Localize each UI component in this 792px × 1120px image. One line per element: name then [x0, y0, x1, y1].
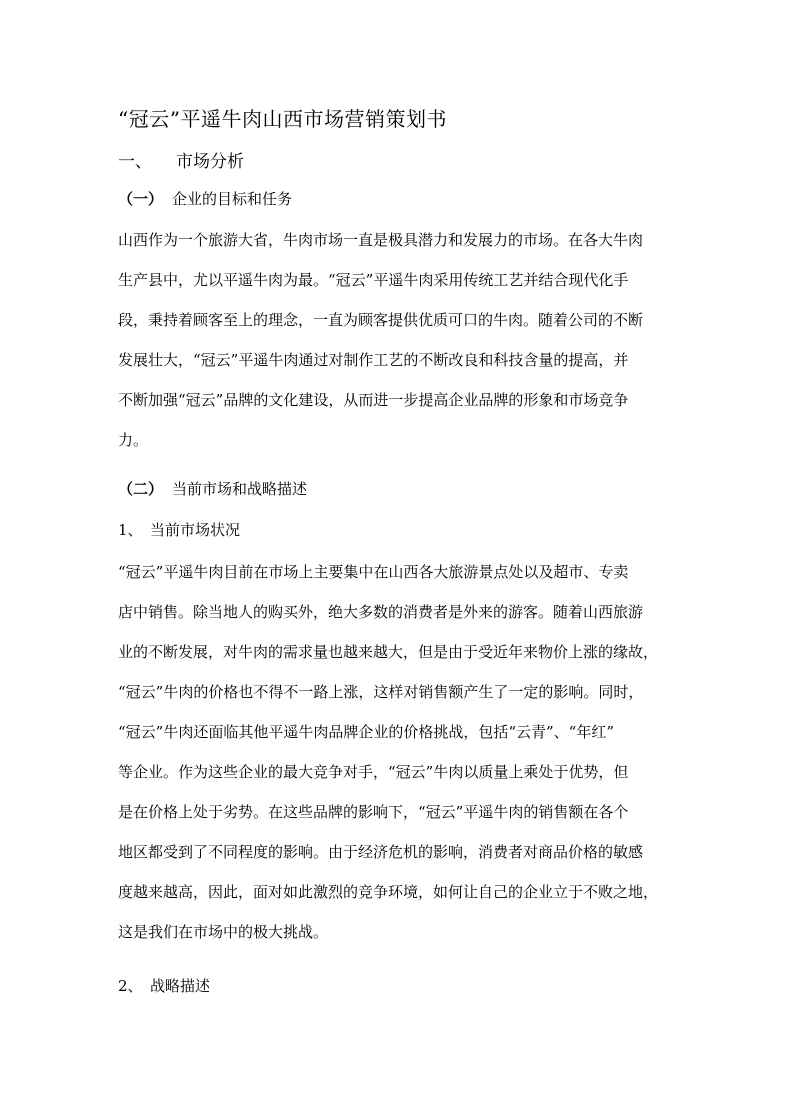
subsection-number: （一） — [118, 190, 164, 208]
paragraph-line: 生产县中，尤以平遥牛肉为最。“冠云”平遥牛肉采用传统工艺并结合现代化手 — [118, 271, 629, 289]
item-number: 2、 — [118, 977, 143, 995]
subsection-label: 当前市场和战略描述 — [172, 480, 308, 498]
item-number: 1、 — [118, 521, 143, 539]
paragraph-line: 店中销售。除当地人的购买外，绝大多数的消费者是外来的游客。随着山西旅游 — [118, 603, 644, 621]
section-label: 市场分析 — [176, 152, 244, 172]
subsection-label: 企业的目标和任务 — [172, 190, 293, 208]
paragraph-line: 地区都受到了不同程度的影响。由于经济危机的影响，消费者对商品价格的敏感 — [118, 843, 644, 861]
paragraph-line: 力。 — [118, 431, 149, 449]
subsection-number: （二） — [118, 480, 164, 498]
paragraph-line: 不断加强“冠云”品牌的文化建设，从而进一步提高企业品牌的形象和市场竞争 — [118, 391, 629, 409]
paragraph-current-market — [118, 562, 680, 962]
item-label: 当前市场状况 — [150, 521, 241, 539]
paragraph-line: 山西作为一个旅游大省，牛肉市场一直是极具潜力和发展力的市场。在各大牛肉 — [118, 231, 644, 249]
paragraph-line: 这是我们在市场中的极大挑战。 — [118, 923, 329, 941]
paragraph-line: 段，秉持着顾客至上的理念，一直为顾客提供优质可口的牛肉。随着公司的不断 — [118, 311, 644, 329]
paragraph-line: 度越来越高，因此，面对如此激烈的竞争环境，如何让自己的企业立于不败之地， — [118, 883, 659, 901]
item-heading-strategy — [118, 975, 210, 996]
item-label: 战略描述 — [150, 977, 211, 995]
subsection-heading-market-strategy — [118, 478, 307, 499]
subsection-heading-goals — [118, 188, 292, 209]
paragraph-line: 业的不断发展，对牛肉的需求量也越来越大，但是由于受近年来物价上涨的缘故， — [118, 643, 659, 661]
paragraph-line: “冠云”牛肉还面临其他平遥牛肉品牌企业的价格挑战，包括“云青”、“年红” — [118, 723, 615, 741]
section-number: 一、 — [118, 152, 152, 172]
section-heading-market-analysis — [118, 147, 244, 172]
paragraph-line: 等企业。作为这些企业的最大竞争对手，“冠云”牛肉以质量上乘处于优势，但 — [118, 763, 629, 781]
paragraph-goals — [118, 230, 680, 470]
paragraph-line: 是在价格上处于劣势。在这些品牌的影响下，“冠云”平遥牛肉的销售额在各个 — [118, 803, 629, 821]
paragraph-line: 发展壮大，“冠云”平遥牛肉通过对制作工艺的不断改良和科技含量的提高，并 — [118, 351, 629, 369]
paragraph-line: “冠云”牛肉的价格也不得不一路上涨，这样对销售额产生了一定的影响。同时， — [118, 683, 644, 701]
item-heading-current-market — [118, 519, 240, 540]
document-title: “冠云”平遥牛肉山西市场营销策划书 — [118, 107, 447, 131]
paragraph-line: “冠云”平遥牛肉目前在市场上主要集中在山西各大旅游景点处以及超市、专卖 — [118, 563, 629, 581]
